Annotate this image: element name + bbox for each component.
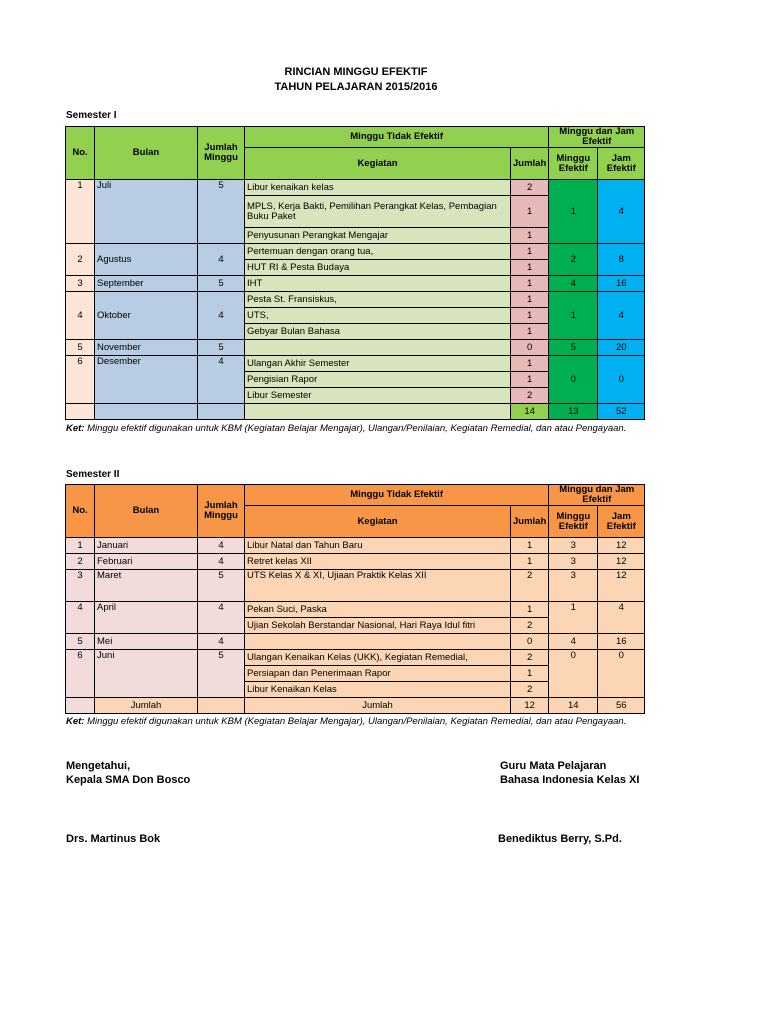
row-minggu-efektif: 2 [549, 244, 598, 276]
row-minggu-efektif: 4 [549, 276, 598, 292]
row-jumlah: 2 [511, 388, 549, 404]
row-jumlah-minggu: 5 [198, 570, 245, 602]
row-no: 4 [66, 292, 95, 340]
header-bulan: Bulan [95, 485, 198, 538]
row-jumlah-minggu: 5 [198, 180, 245, 244]
row-jumlah: 1 [511, 260, 549, 276]
row-kegiatan: Pengisian Rapor [245, 372, 511, 388]
total-minggu-efektif: 13 [549, 404, 598, 420]
row-kegiatan: UTS, [245, 308, 511, 324]
note-prefix: Ket: [66, 423, 85, 434]
row-kegiatan: HUT RI & Pesta Budaya [245, 260, 511, 276]
row-bulan: Juli [95, 180, 198, 244]
semester1-table [65, 126, 645, 420]
row-jumlah: 1 [511, 554, 549, 570]
row-jumlah: 1 [511, 228, 549, 244]
table-row [66, 292, 645, 308]
row-bulan: Desember [95, 356, 198, 404]
row-jumlah: 2 [511, 682, 549, 698]
row-bulan: Februari [95, 554, 198, 570]
row-jam-efektif: 16 [598, 276, 645, 292]
row-jumlah: 1 [511, 324, 549, 340]
row-minggu-efektif: 3 [549, 554, 598, 570]
row-jumlah-minggu: 4 [198, 538, 245, 554]
row-kegiatan: IHT [245, 276, 511, 292]
row-jumlah-minggu: 5 [198, 276, 245, 292]
table-row [66, 276, 645, 292]
row-bulan: Mei [95, 634, 198, 650]
row-kegiatan: Pesta St. Fransiskus, [245, 292, 511, 308]
row-jumlah-minggu: 4 [198, 634, 245, 650]
row-jam-efektif: 8 [598, 244, 645, 276]
row-jam-efektif: 0 [598, 650, 645, 698]
table-row [66, 180, 645, 196]
row-no: 6 [66, 356, 95, 404]
row-jam-efektif: 4 [598, 602, 645, 634]
note-semester1 [66, 423, 626, 434]
row-kegiatan: Ujian Sekolah Berstandar Nasional, Hari Raya Idul fitri [245, 618, 511, 634]
row-kegiatan: Retret kelas XII [245, 554, 511, 570]
row-kegiatan: MPLS, Kerja Bakti, Pemilihan Perangkat Kelas, Pembagian Buku Paket [245, 196, 511, 228]
signature-right-name: Benediktus Berry, S.Pd. [498, 833, 622, 845]
row-jumlah: 1 [511, 244, 549, 260]
header-kegiatan: Kegiatan [245, 506, 511, 538]
header-jam-efektif: Jam Efektif [598, 148, 645, 180]
header-minggu-efektif: Minggu Efektif [549, 148, 598, 180]
note-text: Minggu efektif digunakan untuk KBM (Kegiatan Belajar Mengajar), Ulangan/Penilaian, Kegiatan Remedial, dan atau Pengayaan. [84, 716, 627, 727]
row-no: 2 [66, 244, 95, 276]
row-bulan: April [95, 602, 198, 634]
row-kegiatan: Libur kenaikan kelas [245, 180, 511, 196]
row-minggu-efektif: 1 [549, 180, 598, 244]
table-row [66, 570, 645, 602]
row-kegiatan: UTS Kelas X & XI, Ujiaan Praktik Kelas XII [245, 570, 511, 602]
row-jumlah: 1 [511, 196, 549, 228]
total-jumlah: 14 [511, 404, 549, 420]
row-bulan: Oktober [95, 292, 198, 340]
row-bulan: Agustus [95, 244, 198, 276]
row-jumlah: 2 [511, 570, 549, 602]
row-jumlah-minggu: 4 [198, 554, 245, 570]
row-jumlah: 1 [511, 292, 549, 308]
row-jumlah-minggu: 4 [198, 292, 245, 340]
header-minggu-jam-efektif: Minggu dan Jam Efektif [549, 127, 645, 148]
table-row [66, 634, 645, 650]
table-row [66, 602, 645, 618]
row-jumlah: 2 [511, 650, 549, 666]
row-minggu-efektif: 1 [549, 292, 598, 340]
row-minggu-efektif: 0 [549, 650, 598, 698]
row-jumlah-minggu: 4 [198, 602, 245, 634]
row-minggu-efektif: 1 [549, 602, 598, 634]
header-minggu-efektif: Minggu Efektif [549, 506, 598, 538]
signature-left-line1: Mengetahui, [66, 760, 131, 772]
table-row [66, 340, 645, 356]
row-kegiatan: Ulangan Akhir Semester [245, 356, 511, 372]
row-jam-efektif: 12 [598, 554, 645, 570]
header-jumlah: Jumlah [511, 148, 549, 180]
row-jumlah: 0 [511, 634, 549, 650]
note-prefix: Ket: [66, 716, 85, 727]
total-label-bulan: Jumlah [95, 698, 198, 714]
table-row [66, 650, 645, 666]
row-jumlah: 1 [511, 538, 549, 554]
row-jam-efektif: 4 [598, 292, 645, 340]
total-row [66, 698, 645, 714]
row-no: 3 [66, 570, 95, 602]
row-jam-efektif: 16 [598, 634, 645, 650]
row-jumlah-minggu: 4 [198, 244, 245, 276]
total-jam-efektif: 52 [598, 404, 645, 420]
header-no: No. [66, 127, 95, 180]
header-no: No. [66, 485, 95, 538]
row-no: 3 [66, 276, 95, 292]
row-no: 1 [66, 538, 95, 554]
row-jumlah: 1 [511, 372, 549, 388]
header-jumlah-minggu: Jumlah Minggu [198, 485, 245, 538]
row-jumlah: 1 [511, 356, 549, 372]
header-minggu-tidak-efektif: Minggu Tidak Efektif [245, 485, 549, 506]
row-bulan: Juni [95, 650, 198, 698]
row-jumlah: 1 [511, 602, 549, 618]
semester1-label: Semester I [66, 110, 117, 121]
note-text: Minggu efektif digunakan untuk KBM (Kegiatan Belajar Mengajar), Ulangan/Penilaian, Kegiatan Remedial, dan atau Pengayaan. [84, 423, 627, 434]
row-kegiatan: Libur Natal dan Tahun Baru [245, 538, 511, 554]
total-minggu-efektif: 14 [549, 698, 598, 714]
signature-right-line2: Bahasa Indonesia Kelas XI [500, 774, 640, 786]
row-jam-efektif: 0 [598, 356, 645, 404]
row-minggu-efektif: 3 [549, 570, 598, 602]
row-kegiatan: Ulangan Kenaikan Kelas (UKK), Kegiatan Remedial, [245, 650, 511, 666]
header-jumlah-minggu: Jumlah Minggu [198, 127, 245, 180]
row-minggu-efektif: 0 [549, 356, 598, 404]
row-minggu-efektif: 5 [549, 340, 598, 356]
table-row [66, 554, 645, 570]
signature-left-name: Drs. Martinus Bok [66, 833, 161, 845]
row-kegiatan: Penyusunan Perangkat Mengajar [245, 228, 511, 244]
row-jam-efektif: 12 [598, 538, 645, 554]
row-bulan: Maret [95, 570, 198, 602]
header-minggu-tidak-efektif: Minggu Tidak Efektif [245, 127, 549, 148]
row-jumlah: 2 [511, 618, 549, 634]
total-row [66, 404, 645, 420]
note-semester2 [66, 716, 626, 727]
header-jam-efektif: Jam Efektif [598, 506, 645, 538]
row-jumlah: 1 [511, 666, 549, 682]
semester2-label: Semester II [66, 469, 120, 480]
header-kegiatan: Kegiatan [245, 148, 511, 180]
row-bulan: September [95, 276, 198, 292]
row-no: 6 [66, 650, 95, 698]
row-bulan: Januari [95, 538, 198, 554]
row-jam-efektif: 4 [598, 180, 645, 244]
row-no: 1 [66, 180, 95, 244]
row-no: 5 [66, 634, 95, 650]
doc-title-line1: RINCIAN MINGGU EFEKTIF [284, 66, 428, 78]
row-jumlah: 0 [511, 340, 549, 356]
table-row [66, 538, 645, 554]
row-kegiatan: Pertemuan dengan orang tua, [245, 244, 511, 260]
row-jumlah: 2 [511, 180, 549, 196]
row-no: 5 [66, 340, 95, 356]
header-bulan: Bulan [95, 127, 198, 180]
doc-title-line2: TAHUN PELAJARAN 2015/2016 [274, 81, 438, 93]
row-jumlah-minggu: 4 [198, 356, 245, 404]
total-jumlah: 12 [511, 698, 549, 714]
row-jam-efektif: 12 [598, 570, 645, 602]
semester2-table [65, 484, 645, 714]
row-jumlah-minggu: 5 [198, 650, 245, 698]
row-kegiatan: Libur Semester [245, 388, 511, 404]
row-jam-efektif: 20 [598, 340, 645, 356]
row-no: 4 [66, 602, 95, 634]
total-label-kegiatan: Jumlah [245, 698, 511, 714]
row-jumlah: 1 [511, 308, 549, 324]
signature-right-line1: Guru Mata Pelajaran [500, 760, 607, 772]
header-jumlah: Jumlah [511, 506, 549, 538]
row-kegiatan: Libur Kenaikan Kelas [245, 682, 511, 698]
row-minggu-efektif: 3 [549, 538, 598, 554]
row-kegiatan: Gebyar Bulan Bahasa [245, 324, 511, 340]
table-row [66, 244, 645, 260]
row-kegiatan [245, 340, 511, 356]
row-jumlah: 1 [511, 276, 549, 292]
row-kegiatan: Persiapan dan Penerimaan Rapor [245, 666, 511, 682]
total-jam-efektif: 56 [598, 698, 645, 714]
row-jumlah-minggu: 5 [198, 340, 245, 356]
row-minggu-efektif: 4 [549, 634, 598, 650]
header-minggu-jam-efektif: Minggu dan Jam Efektif [549, 485, 645, 506]
row-no: 2 [66, 554, 95, 570]
row-kegiatan: Pekan Suci, Paska [245, 602, 511, 618]
row-kegiatan [245, 634, 511, 650]
row-bulan: November [95, 340, 198, 356]
table-row [66, 356, 645, 372]
signature-left-line2: Kepala SMA Don Bosco [66, 774, 191, 786]
